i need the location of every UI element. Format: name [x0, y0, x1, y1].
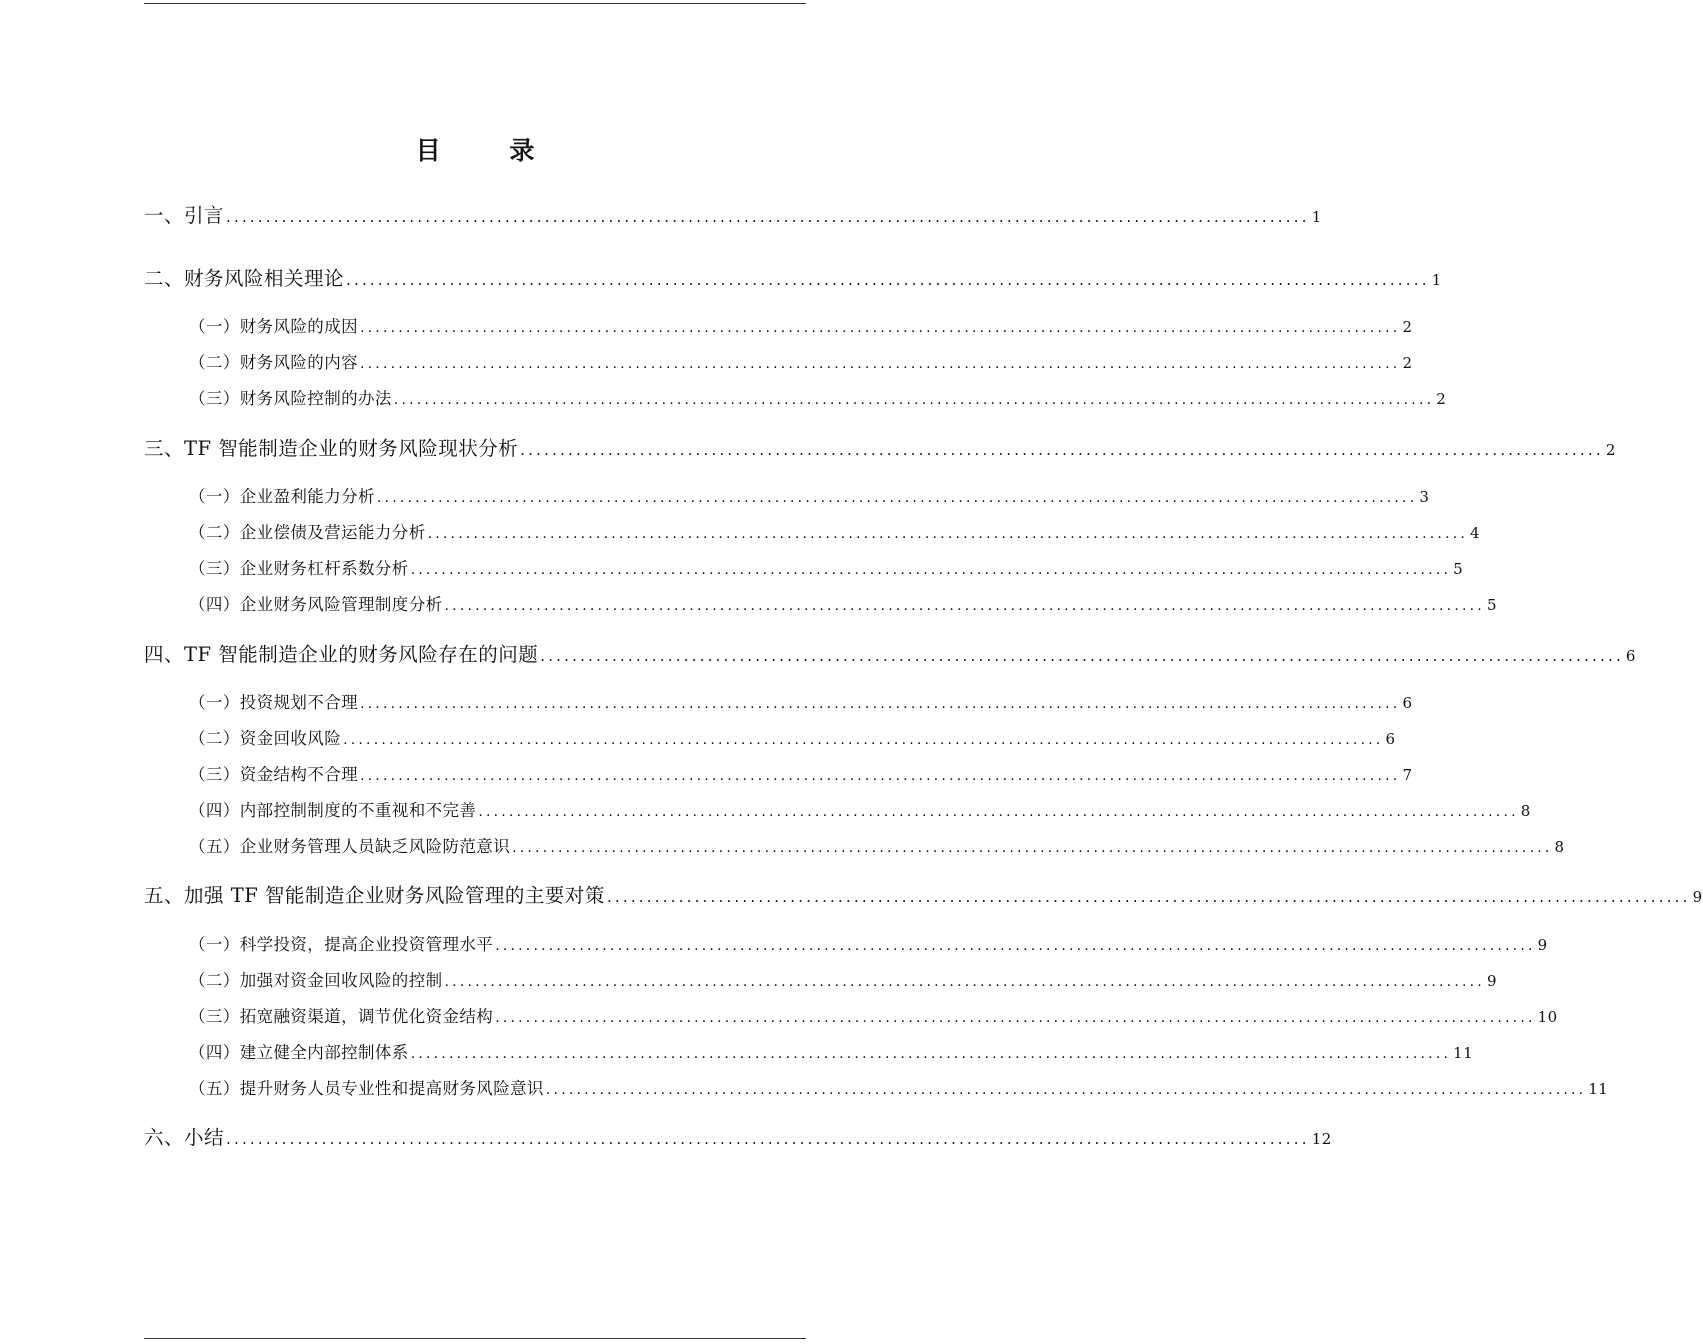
toc-entry-text: （三）资金结构不合理 — [189, 765, 358, 784]
toc-page-number: 11 — [1453, 1044, 1474, 1062]
toc-entry-text: 三、TF 智能制造企业的财务风险现状分析 — [144, 437, 519, 460]
toc-entry-text: 五、加强 TF 智能制造企业财务风险管理的主要对策 — [144, 884, 605, 907]
toc-title: 目 录 — [415, 136, 565, 165]
toc-entry-investment-planning[interactable] — [189, 692, 1413, 715]
toc-entry-leverage[interactable] — [189, 558, 1464, 581]
toc-entry-problems[interactable] — [144, 642, 1636, 669]
toc-entry-text: （三）拓宽融资渠道，调节优化资金结构 — [189, 1007, 494, 1026]
toc-entry-text: 六、小结 — [144, 1126, 225, 1149]
toc-leader-dots: ........................................................................................................................................ — [512, 840, 1553, 856]
toc-entry-profitability[interactable] — [189, 486, 1430, 509]
toc-leader-dots: ........................................................................................................................................ — [545, 1082, 1587, 1098]
toc-entry-text: （一）投资规划不合理 — [189, 693, 358, 712]
toc-page-number: 5 — [1453, 560, 1464, 578]
toc-entry-text: （一）企业盈利能力分析 — [189, 487, 375, 506]
footer-rule — [144, 1338, 806, 1339]
toc-page-number: 1 — [1311, 208, 1322, 226]
toc-entry-text: （一）财务风险的成因 — [189, 317, 358, 336]
toc-entry-recovery-control[interactable] — [189, 970, 1497, 993]
toc-leader-dots: ........................................................................................................................................ — [478, 804, 1519, 820]
toc-entry-text: （四）内部控制制度的不重视和不完善 — [189, 801, 477, 820]
toc-entry-scientific-investment[interactable] — [189, 934, 1548, 957]
toc-page-number: 8 — [1520, 802, 1531, 820]
toc-page-number: 1 — [1431, 271, 1442, 289]
toc-leader-dots: ........................................................................................................................................ — [444, 598, 1485, 614]
toc-leader-dots: ........................................................................................................................................ — [346, 271, 1430, 289]
toc-leader-dots: ........................................................................................................................................ — [343, 732, 1384, 748]
toc-leader-dots: ........................................................................................................................................ — [427, 526, 1469, 542]
toc-page-number: 6 — [1402, 694, 1413, 712]
toc-leader-dots: ........................................................................................................................................ — [410, 562, 1452, 578]
toc-leader-dots: ........................................................................................................................................ — [360, 320, 1401, 336]
toc-entry-text: （二）财务风险的内容 — [189, 353, 358, 372]
toc-page-number: 9 — [1537, 936, 1548, 954]
toc-leader-dots: ........................................................................................................................................ — [495, 1010, 1536, 1026]
toc-leader-dots: ........................................................................................................................................ — [226, 1130, 1310, 1148]
toc-entry-text: （三）企业财务杠杆系数分析 — [189, 559, 409, 578]
toc-entry-solvency-operations[interactable] — [189, 522, 1480, 545]
toc-leader-dots: ........................................................................................................................................ — [540, 647, 1624, 665]
toc-entry-introduction[interactable] — [144, 203, 1322, 230]
toc-entry-financing-channels[interactable] — [189, 1006, 1558, 1029]
toc-page-number: 12 — [1311, 1130, 1332, 1148]
toc-leader-dots: ........................................................................................................................................ — [520, 441, 1604, 459]
toc-entry-text: （四）企业财务风险管理制度分析 — [189, 595, 443, 614]
toc-page-number: 9 — [1486, 972, 1497, 990]
toc-entry-text: （一）科学投资，提高企业投资管理水平 — [189, 935, 494, 954]
toc-entry-theory[interactable] — [144, 266, 1442, 293]
toc-page-number: 6 — [1385, 730, 1396, 748]
toc-entry-capital-structure[interactable] — [189, 764, 1413, 787]
toc-entry-staff-professionalism[interactable] — [189, 1078, 1609, 1101]
toc-entry-risk-awareness[interactable] — [189, 836, 1565, 859]
toc-entry-internal-control[interactable] — [189, 800, 1531, 823]
toc-page-number: 7 — [1402, 766, 1413, 784]
toc-page-number: 8 — [1554, 838, 1565, 856]
toc-entry-status-analysis[interactable] — [144, 436, 1616, 463]
toc-leader-dots: ........................................................................................................................................ — [495, 938, 1536, 954]
toc-entry-text: （二）资金回收风险 — [189, 729, 342, 748]
toc-leader-dots: ........................................................................................................................................ — [226, 208, 1310, 226]
toc-page-number: 6 — [1625, 647, 1636, 665]
toc-entry-text: （五）企业财务管理人员缺乏风险防范意识 — [189, 837, 511, 856]
toc-entry-text: （二）企业偿债及营运能力分析 — [189, 523, 426, 542]
toc-entry-text: 四、TF 智能制造企业的财务风险存在的问题 — [144, 643, 539, 666]
toc-page-number: 2 — [1436, 390, 1447, 408]
toc-page-number: 10 — [1537, 1008, 1558, 1026]
toc-entry-summary[interactable] — [144, 1125, 1332, 1152]
toc-leader-dots: ........................................................................................................................................ — [410, 1046, 1452, 1062]
toc-entry-risk-control-methods[interactable] — [189, 388, 1447, 411]
toc-entry-risk-causes[interactable] — [189, 316, 1413, 339]
toc-leader-dots: ........................................................................................................................................ — [606, 888, 1691, 906]
toc-entry-text: （二）加强对资金回收风险的控制 — [189, 971, 443, 990]
toc-leader-dots: ........................................................................................................................................ — [360, 696, 1401, 712]
toc-page-number: 2 — [1605, 441, 1616, 459]
toc-leader-dots: ........................................................................................................................................ — [393, 392, 1435, 408]
toc-entry-management-system[interactable] — [189, 594, 1497, 617]
toc-entry-text: 二、财务风险相关理论 — [144, 267, 345, 290]
toc-entry-text: （五）提升财务人员专业性和提高财务风险意识 — [189, 1079, 544, 1098]
toc-page-number: 2 — [1402, 354, 1413, 372]
toc-entry-text: 一、引言 — [144, 204, 225, 227]
toc-leader-dots: ........................................................................................................................................ — [376, 490, 1418, 506]
toc-leader-dots: ........................................................................................................................................ — [360, 356, 1401, 372]
toc-page-number: 5 — [1486, 596, 1497, 614]
toc-page-number: 4 — [1470, 524, 1480, 542]
toc-page-number: 3 — [1419, 488, 1430, 506]
toc-entry-fund-recovery-risk[interactable] — [189, 728, 1396, 751]
toc-entry-risk-content[interactable] — [189, 352, 1413, 375]
toc-entry-internal-control-system[interactable] — [189, 1042, 1474, 1065]
toc-entry-text: （四）建立健全内部控制体系 — [189, 1043, 409, 1062]
toc-page-number: 9 — [1692, 888, 1703, 906]
toc-page-number: 11 — [1588, 1080, 1609, 1098]
toc-page-number: 2 — [1402, 318, 1413, 336]
toc-entry-countermeasures[interactable] — [144, 883, 1703, 910]
toc-leader-dots: ........................................................................................................................................ — [444, 974, 1485, 990]
toc-entry-text: （三）财务风险控制的办法 — [189, 389, 392, 408]
toc-leader-dots: ........................................................................................................................................ — [360, 768, 1401, 784]
